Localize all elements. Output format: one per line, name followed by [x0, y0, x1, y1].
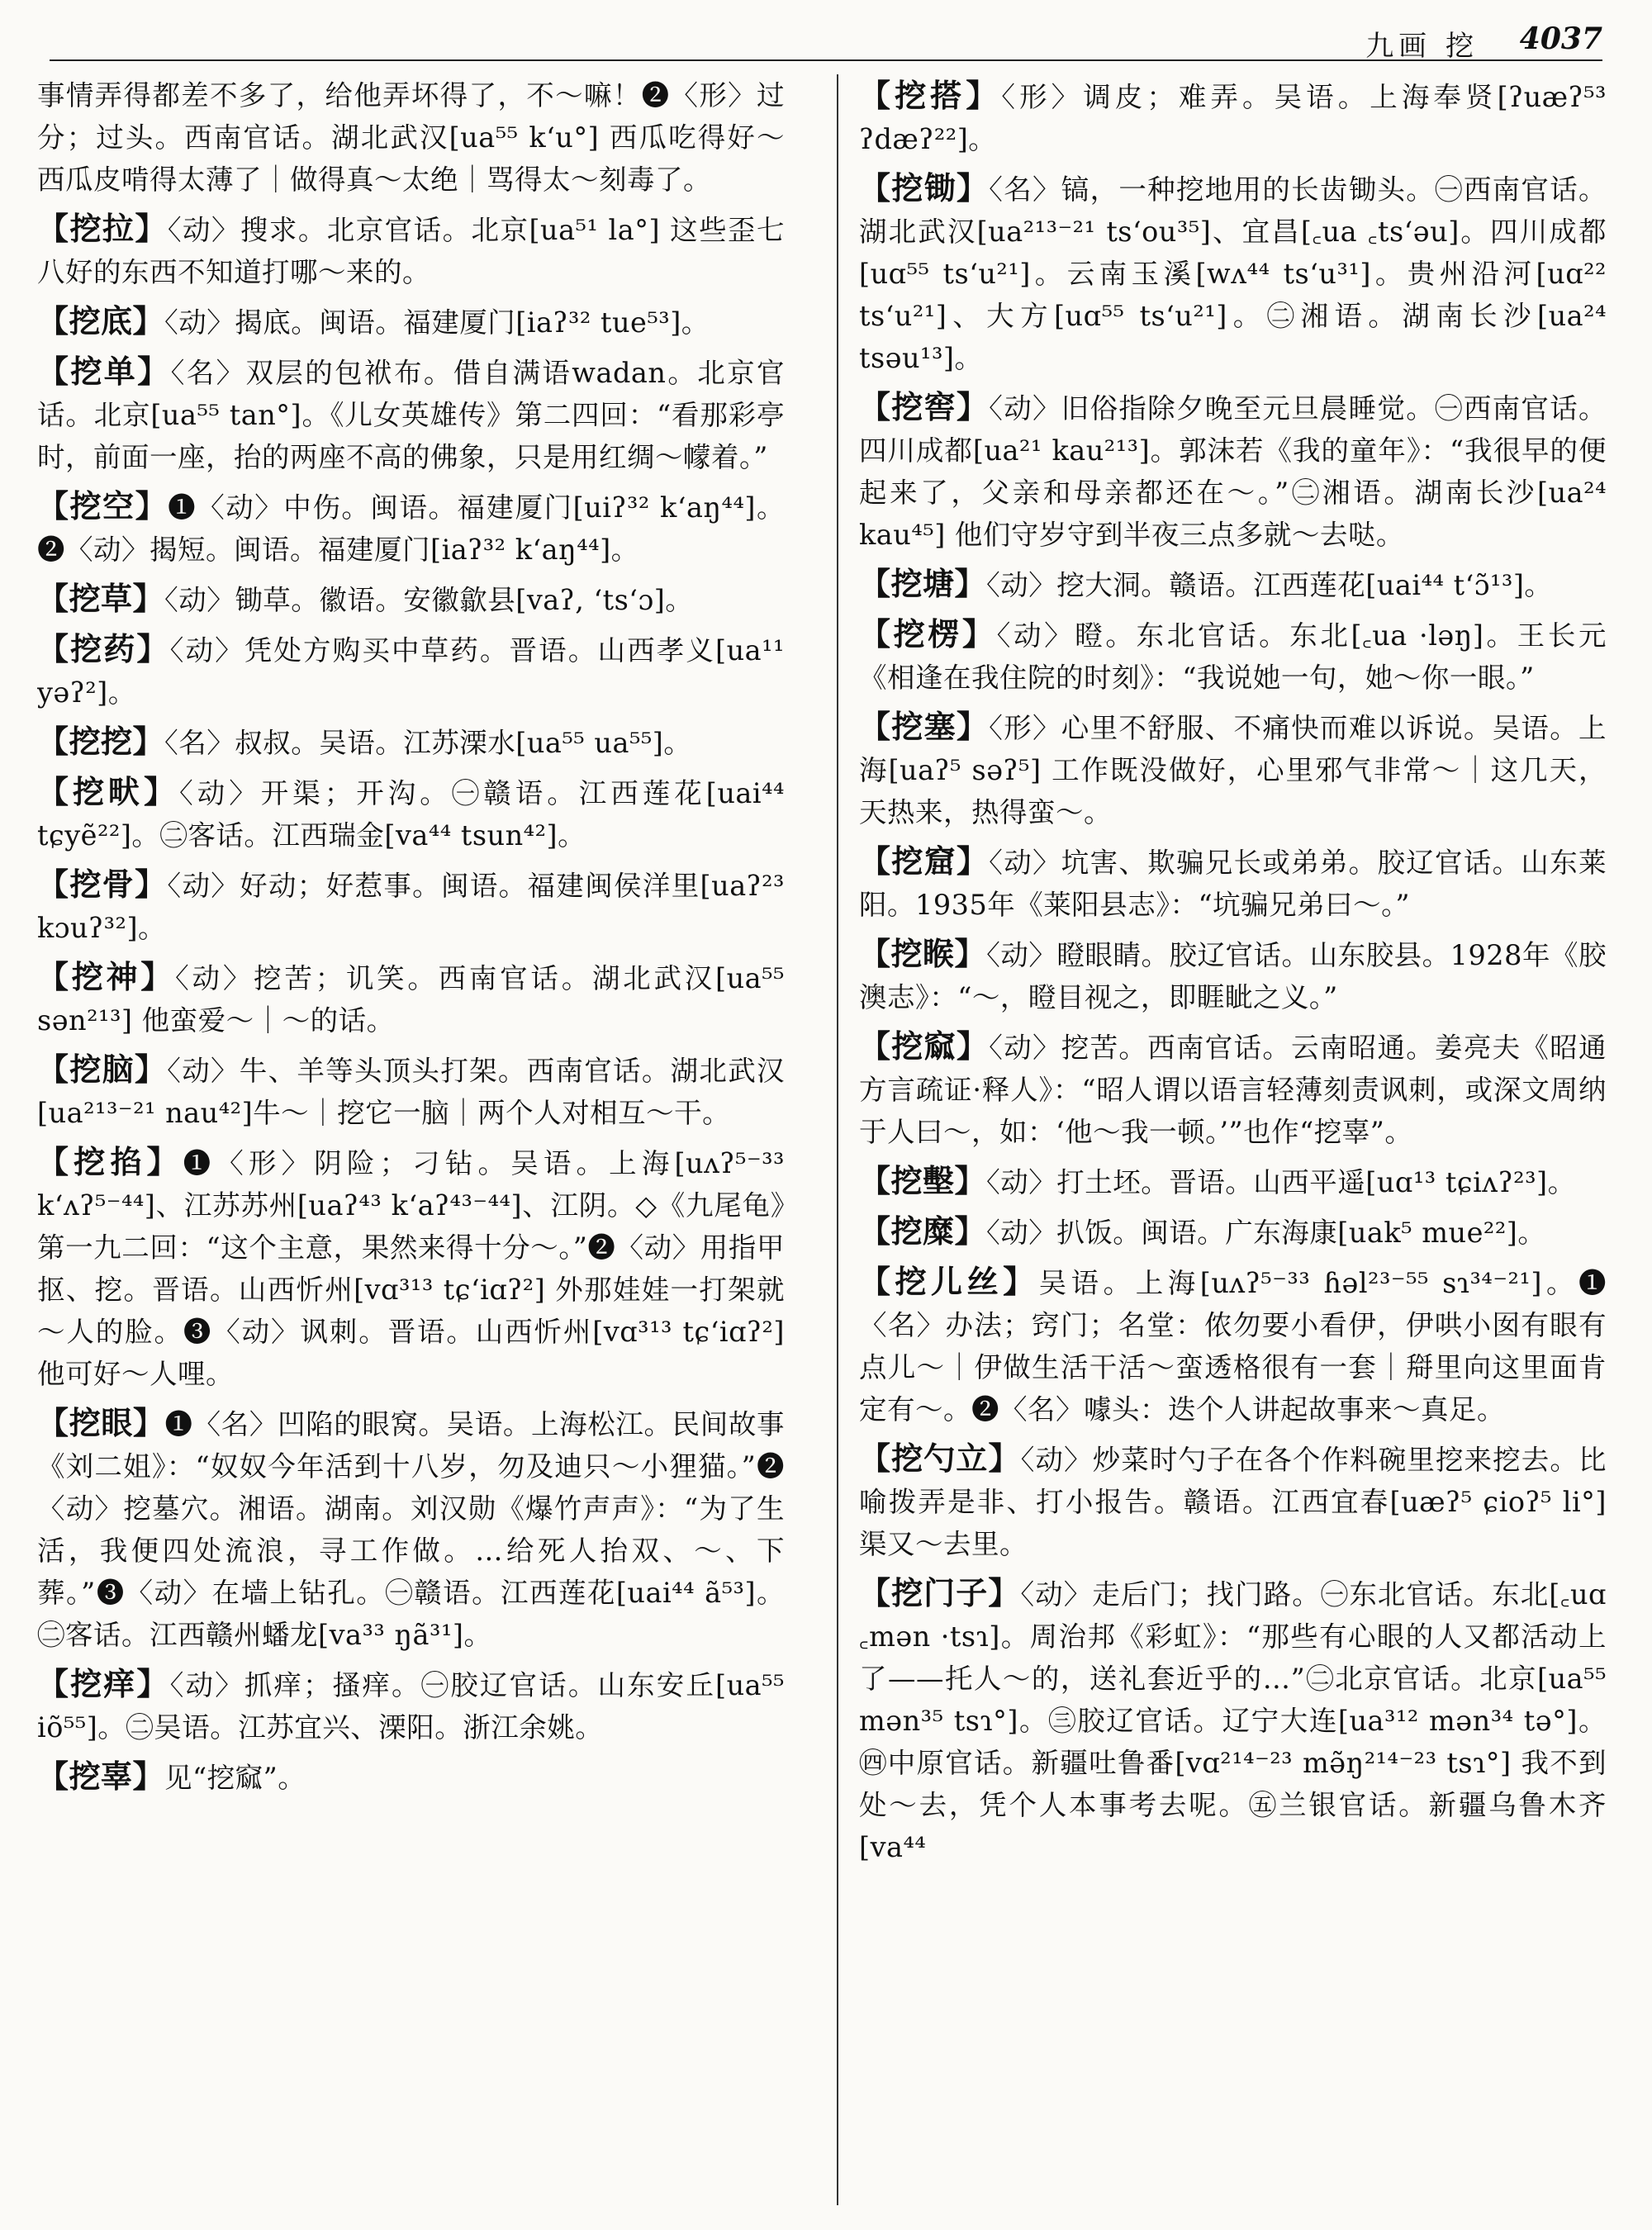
entry-headword: 【挖脑】	[37, 1051, 168, 1088]
entry-definition: 〈动〉旧俗指除夕晚至元旦晨睡觉。㊀西南官话。四川成都[ua²¹ kau²¹³]。郭沫若《我的童年》：“我很早的便起来了，父亲和母亲都还在～。”㊁湘语。湖南长沙[ua²⁴ kau⁴⁵] 他们守岁守到半夜三点多就～去哒。	[859, 392, 1607, 551]
entry-headword: 【挖门子】	[859, 1574, 1021, 1611]
dictionary-entry	[37, 1402, 785, 1656]
page-title: 九画 挖	[1365, 30, 1479, 63]
entry-headword: 【挖窟】	[859, 842, 990, 880]
dictionary-entry	[859, 1025, 1607, 1153]
entry-headword: 【挖眼】	[37, 1404, 165, 1441]
entry-headword: 【挖骨】	[37, 866, 168, 903]
dictionary-entry	[859, 1572, 1607, 1868]
entry-headword: 【挖底】	[37, 302, 165, 339]
entry-headword: 【挖儿丝】	[859, 1263, 1039, 1300]
dictionary-entry	[37, 771, 785, 856]
entry-definition: 〈动〉开渠；开沟。㊀赣语。江西莲花[uai⁴⁴ tɕyẽ²²]。㊁客话。江西瑞金[va⁴⁴ tsun⁴²]。	[37, 777, 785, 852]
entry-definition: 事情弄得都差不多了，给他弄坏得了，不～嘛！❷〈形〉过分；过头。西南官话。湖北武汉[ua⁵⁵ k‘u°] 西瓜吃得好～西瓜皮啃得太薄了｜做得真～太绝｜骂得太～刻毒了。	[37, 79, 785, 196]
dictionary-entry	[859, 613, 1607, 699]
dictionary-entry	[37, 720, 785, 764]
page-number: 4037	[1519, 21, 1602, 56]
dictionary-entry	[37, 74, 785, 201]
dictionary-entry	[859, 1210, 1607, 1254]
dictionary-entry	[37, 300, 785, 344]
entry-headword: 【挖楞】	[859, 615, 997, 652]
entry-headword: 【挖单】	[37, 353, 171, 390]
dictionary-entry	[37, 1755, 785, 1799]
entry-headword: 【挖塞】	[859, 708, 990, 745]
entry-headword: 【挖锄】	[859, 169, 990, 206]
entry-headword: 【挖药】	[37, 630, 170, 667]
entry-headword: 【挖挖】	[37, 723, 165, 760]
entry-headword: 【挖空】	[37, 487, 169, 524]
entry-definition: 〈动〉好动；好惹事。闽语。福建闽侯洋里[uaʔ²³ kɔuʔ³²]。	[37, 870, 785, 944]
dictionary-entry	[859, 1437, 1607, 1565]
entry-definition: ❶〈名〉凹陷的眼窝。吴语。上海松江。民间故事《刘二姐》：“奴奴今年活到十八岁，勿及迪只～小狸猫。”❷〈动〉挖墓穴。湘语。湖南。刘汉勋《爆竹声声》：“为了生活，我便四处流浪，寻工作做。…给死人抬双、～、下葬。”❸〈动〉在墙上钻孔。㊀赣语。江西莲花[uai⁴⁴ ã⁵³]。㊁客话。江西赣州蟠龙[va³³ ŋã³¹]。	[37, 1408, 785, 1651]
entry-definition: 〈动〉走后门；找门路。㊀东北官话。东北[꜀uɑ ꜀mən ·tsɿ]。周治邦《彩虹》：“那些有心眼的人又都活动上了——托人～的，送礼套近乎的…”㊁北京官话。北京[ua⁵⁵ mən³⁵ tsɿ°]。㊂胶辽官话。辽宁大连[ua³¹² mən³⁴ tə°]。㊃中原官话。新疆吐鲁番[vɑ²¹⁴⁻²³ mə̃ŋ²¹⁴⁻²³ tsɿ°] 我不到处～去，凭个人本事考去呢。㊄兰银官话。新疆乌鲁木齐[va⁴⁴	[859, 1578, 1607, 1863]
dictionary-entry	[37, 956, 785, 1041]
dictionary-entry	[37, 1663, 785, 1748]
entry-headword: 【挖窳】	[859, 1027, 990, 1065]
entry-headword: 【挖掐】	[37, 1143, 183, 1180]
entry-headword: 【挖糜】	[859, 1212, 987, 1250]
dictionary-entry	[37, 577, 785, 621]
entry-definition: 〈动〉凭处方购买中草药。晋语。山西孝义[ua¹¹ yəʔ²]。	[37, 634, 785, 709]
entry-definition: 〈形〉调皮；难弄。吴语。上海奉贤[ʔuæʔ⁵³ ʔdæʔ²²]。	[859, 81, 1607, 155]
column-divider	[837, 74, 838, 2205]
dictionary-entry	[37, 628, 785, 714]
dictionary-entry	[37, 863, 785, 949]
entry-definition: 〈动〉抓痒；搔痒。㊀胶辽官话。山东安丘[ua⁵⁵ iõ⁵⁵]。㊁吴语。江苏宜兴、溧阳。浙江余姚。	[37, 1669, 785, 1744]
entry-headword: 【挖痒】	[37, 1665, 170, 1702]
entry-definition: 〈动〉瞪眼睛。胶辽官话。山东胶县。1928年《胶澳志》：“～，瞪目视之，即睚眦之义。”	[859, 939, 1607, 1013]
entry-definition: 〈动〉挖苦；讥笑。西南官话。湖北武汉[ua⁵⁵ sən²¹³] 他蛮爱～｜～的话。	[37, 962, 785, 1037]
entry-definition: 〈动〉坑害、欺骗兄长或弟弟。胶辽官话。山东莱阳。1935年《莱阳县志》：“坑骗兄弟曰～。”	[859, 847, 1607, 921]
dictionary-entry	[37, 350, 785, 478]
entry-headword: 【挖神】	[37, 958, 176, 995]
dictionary-entry	[37, 207, 785, 293]
entry-headword: 【挖勺立】	[859, 1440, 1021, 1477]
entry-definition: 〈动〉挖苦。西南官话。云南昭通。姜亮夫《昭通方言疏证·释人》：“昭人谓以语言轻薄刻责讽刺，或深文周纳于人曰～，如：‘他～我一顿。’”也作“挖辜”。	[859, 1032, 1607, 1148]
entry-definition: 〈动〉炒菜时勺子在各个作料碗里挖来挖去。比喻拨弄是非、打小报告。赣语。江西宜春[uæʔ⁵ ɕioʔ⁵ li°] 渠又～去里。	[859, 1444, 1607, 1560]
entry-headword: 【挖畎】	[37, 773, 180, 810]
entry-definition: 〈动〉挖大洞。赣语。江西莲花[uai⁴⁴ t‘ɔ̃¹³]。	[986, 569, 1553, 601]
dictionary-entry	[37, 485, 785, 571]
entry-headword: 【挖睺】	[859, 935, 987, 972]
entry-definition: ❶〈动〉中伤。闽语。福建厦门[uiʔ³² k‘aŋ⁴⁴]。❷〈动〉揭短。闽语。福建厦门[iaʔ³² k‘aŋ⁴⁴]。	[37, 491, 785, 566]
page-header	[50, 17, 1602, 61]
entry-headword: 【挖草】	[37, 580, 165, 617]
dictionary-entry	[859, 1160, 1607, 1203]
dictionary-entry	[37, 1141, 785, 1395]
entry-definition: 见“挖窳”。	[164, 1762, 306, 1794]
dictionary-entry	[859, 74, 1607, 160]
entry-definition: ❶〈形〉阴险；刁钻。吴语。上海[uʌʔ⁵⁻³³ k‘ʌʔ⁵⁻⁴⁴]、江苏苏州[uaʔ⁴³ k‘aʔ⁴³⁻⁴⁴]、江阴。◇《九尾龟》第一九二回：“这个主意，果然来得十分～。”❷〈动〉用指甲抠、挖。晋语。山西忻州[vɑ³¹³ tɕ‘iɑʔ²] 外那娃娃一打架就～人的脸。❸〈动〉讽刺。晋语。山西忻州[vɑ³¹³ tɕ‘iɑʔ²] 他可好～人哩。	[37, 1147, 785, 1390]
entry-definition: 〈动〉打土坯。晋语。山西平遥[uɑ¹³ tɕiʌʔ²³]。	[986, 1166, 1576, 1198]
entry-definition: 〈动〉搜求。北京官话。北京[ua⁵¹ la°] 这些歪七八好的东西不知道打哪～来的。	[37, 214, 785, 288]
entry-headword: 【挖窖】	[859, 388, 990, 425]
dictionary-entry	[859, 840, 1607, 926]
dictionary-entry	[859, 386, 1607, 556]
entry-definition: 〈动〉锄草。徽语。安徽歙县[vaʔ, ‘ts‘ɔ]。	[164, 584, 694, 616]
entry-headword: 【挖搭】	[859, 77, 1002, 114]
entry-definition: 吴语。上海[uʌʔ⁵⁻³³ ɦəl²³⁻⁵⁵ sɿ³⁴⁻²¹]。❶〈名〉办法；窍门；名堂：侬勿要小看伊，伊哄小囡有眼有点儿～｜伊做生活干活～蛮透格很有一套｜搿里向这里面肯定有～。❷〈名〉噱头：迭个人讲起故事来～真足。	[859, 1267, 1607, 1426]
entry-headword: 【挖塘】	[859, 565, 987, 602]
entry-definition: 〈名〉叔叔。吴语。江苏溧水[ua⁵⁵ ua⁵⁵]。	[164, 727, 692, 759]
entry-definition: 〈名〉镐，一种挖地用的长齿锄头。㊀西南官话。湖北武汉[ua²¹³⁻²¹ ts‘ou³⁵]、宜昌[꜀ua ꜀ts‘əu]。四川成都[uɑ⁵⁵ ts‘u²¹]。云南玉溪[wʌ⁴⁴ ts‘u³¹]。贵州沿河[uɑ²² ts‘u²¹]、大方[uɑ⁵⁵ ts‘u²¹]。㊁湘语。湖南长沙[ua²⁴ tsəu¹³]。	[859, 173, 1607, 374]
entry-headword: 【挖墼】	[859, 1162, 987, 1199]
dictionary-entry	[859, 562, 1607, 606]
entry-definition: 〈形〉心里不舒服、不痛快而难以诉说。吴语。上海[uaʔ⁵ səʔ⁵] 工作既没做好，心里邪气非常～｜这几天，天热来，热得蛮～。	[859, 712, 1607, 828]
entry-headword: 【挖辜】	[37, 1758, 165, 1795]
right-column	[859, 74, 1607, 2213]
entry-definition: 〈动〉瞪。东北官话。东北[꜀ua ·ləŋ]。王长元《相逢在我住院的时刻》：“我说她一句，她～你一眼。”	[859, 619, 1607, 694]
dictionary-entry	[859, 167, 1607, 379]
entry-definition: 〈名〉双层的包袱布。借自满语wadan。北京官话。北京[ua⁵⁵ tan°]。《儿女英雄传》第二四回：“看那彩亭时，前面一座，抬的两座不高的佛象，只是用红绸～幪着。”	[37, 357, 785, 473]
dictionary-entry	[859, 705, 1607, 833]
entry-definition: 〈动〉揭底。闽语。福建厦门[iaʔ³² tue⁵³]。	[164, 306, 710, 339]
dictionary-entry	[859, 932, 1607, 1018]
dictionary-entry	[859, 1260, 1607, 1431]
entry-definition: 〈动〉牛、羊等头顶头打架。西南官话。湖北武汉[ua²¹³⁻²¹ nau⁴²]牛～｜挖它一脑｜两个人对相互～干。	[37, 1055, 785, 1129]
entry-definition: 〈动〉扒饭。闽语。广东海康[uak⁵ mue²²]。	[986, 1217, 1546, 1249]
dictionary-entry	[37, 1048, 785, 1134]
entry-headword: 【挖拉】	[37, 210, 168, 247]
left-column	[37, 74, 785, 2213]
